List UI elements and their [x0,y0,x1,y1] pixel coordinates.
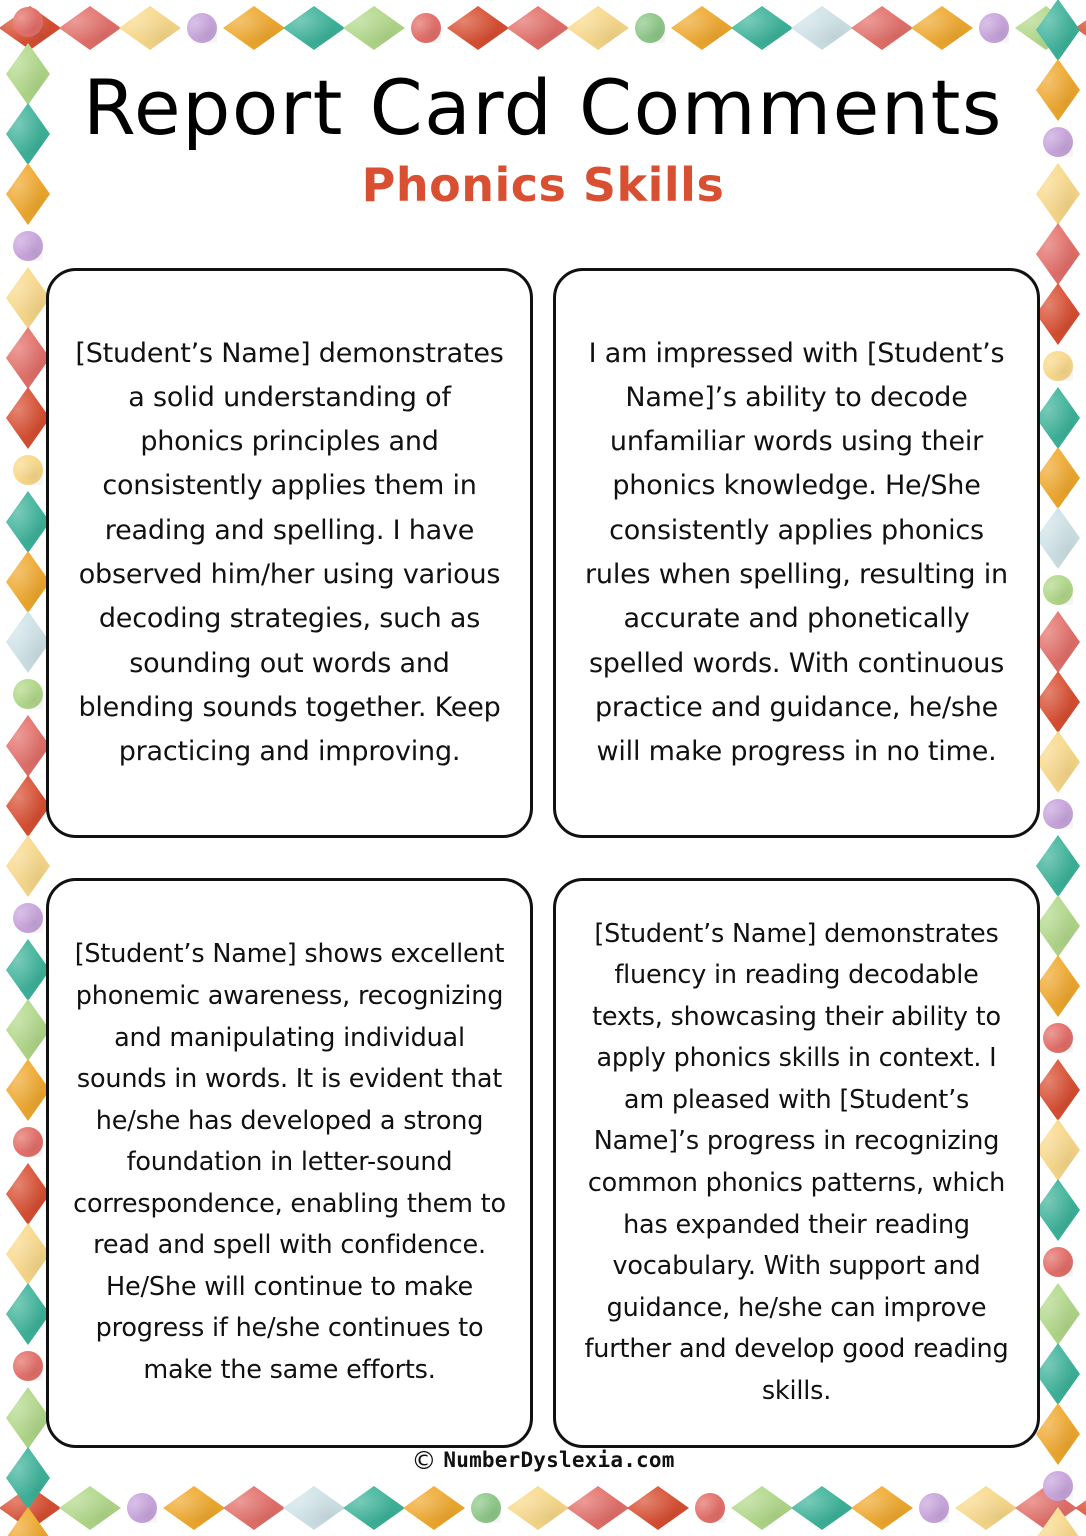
border-diamond-icon [6,999,50,1061]
comment-card[interactable] [46,878,533,1448]
border-diamond-icon [955,1486,1017,1530]
border-diamond-icon [343,6,405,50]
border-diamond-icon [1036,1343,1080,1405]
border-diamond-icon [1036,283,1080,345]
border-diamond-icon [6,1507,50,1536]
border-diamond-icon [6,715,50,777]
border-diamond-icon [1036,387,1080,449]
border-diamond-icon [283,6,345,50]
border-circle-icon [13,7,43,37]
border-diamond-icon [627,1486,689,1530]
border-circle-icon [1043,799,1073,829]
border-diamond-icon [6,103,50,165]
border-diamond-icon [6,835,50,897]
border-diamond-icon [851,1486,913,1530]
border-diamond-icon [223,1486,285,1530]
border-diamond-icon [1036,223,1080,285]
border-diamond-icon [1036,163,1080,225]
border-diamond-icon [59,1486,121,1530]
border-diamond-icon [1036,59,1080,121]
border-diamond-icon [507,1486,569,1530]
border-circle-icon [919,1493,949,1523]
border-diamond-icon [6,267,50,329]
border-diamond-icon [6,387,50,449]
decorative-border-bottom [0,1480,1086,1536]
comment-card[interactable] [553,268,1040,838]
border-circle-icon [13,1127,43,1157]
border-diamond-icon [6,1223,50,1285]
border-diamond-icon [6,551,50,613]
border-diamond-icon [447,6,509,50]
border-circle-icon [979,13,1009,43]
border-circle-icon [1043,1023,1073,1053]
comment-card-text: [Student’s Name] demonstrates a solid understanding of phonics principles and consistently applies them in reading and spelling. I have observed him/her using various decoding strategies, such as sounding out words and blending sounds together. Keep practicing and improving. [75,337,504,768]
border-circle-icon [1043,1247,1073,1277]
border-diamond-icon [671,6,733,50]
border-diamond-icon [1036,1119,1080,1181]
footer [0,1440,1086,1480]
border-diamond-icon [6,775,50,837]
comment-card-text: [Student’s Name] demonstrates fluency in reading decodable texts, showcasing their ability to apply phonics skills in context. I am pleased with [Student’s Name]’s progress in recognizing common phonics patterns, which has expanded their reading vocabulary. With support and guidance, he/she can improve further and develop good reading skills. [584,918,1009,1406]
comment-card[interactable] [553,878,1040,1448]
decorative-border-top [0,0,1086,56]
border-diamond-icon [1036,955,1080,1017]
border-diamond-icon [791,6,853,50]
border-circle-icon [411,13,441,43]
border-diamond-icon [851,6,913,50]
border-diamond-icon [6,1059,50,1121]
page-header [56,63,1030,212]
border-circle-icon [13,903,43,933]
border-diamond-icon [163,1486,225,1530]
border-diamond-icon [1036,731,1080,793]
border-diamond-icon [1036,671,1080,733]
border-circle-icon [1043,351,1073,381]
border-diamond-icon [567,6,629,50]
page-title: Report Card Comments [83,63,1003,152]
border-diamond-icon [59,6,121,50]
border-circle-icon [695,1493,725,1523]
border-diamond-icon [731,6,793,50]
border-diamond-icon [283,1486,345,1530]
border-diamond-icon [1036,1179,1080,1241]
border-diamond-icon [1036,0,1080,61]
border-diamond-icon [1036,835,1080,897]
copyright-icon: © [411,1445,437,1475]
border-circle-icon [13,231,43,261]
border-diamond-icon [6,491,50,553]
border-circle-icon [127,1493,157,1523]
footer-site-name: NumberDyslexia.com [443,1448,675,1472]
border-diamond-icon [1036,895,1080,957]
border-circle-icon [1043,127,1073,157]
border-circle-icon [471,1493,501,1523]
border-diamond-icon [1036,1507,1080,1536]
border-diamond-icon [6,1283,50,1345]
border-diamond-icon [403,1486,465,1530]
border-circle-icon [635,13,665,43]
border-circle-icon [13,679,43,709]
comment-cards-grid [46,268,1040,1448]
border-diamond-icon [6,611,50,673]
border-diamond-icon [1036,447,1080,509]
border-circle-icon [187,13,217,43]
border-diamond-icon [1036,611,1080,673]
border-diamond-icon [1036,1283,1080,1345]
border-diamond-icon [1036,507,1080,569]
border-diamond-icon [6,939,50,1001]
border-diamond-icon [507,6,569,50]
border-diamond-icon [731,1486,793,1530]
page-subtitle: Phonics Skills [361,157,725,212]
border-circle-icon [13,455,43,485]
border-diamond-icon [791,1486,853,1530]
border-diamond-icon [567,1486,629,1530]
border-diamond-icon [1036,1059,1080,1121]
border-diamond-icon [223,6,285,50]
comment-card-text: I am impressed with [Student’s Name]’s ability to decode unfamiliar words using their phonics knowledge. He/She consistently applies phonics rules when spelling, resulting in accurate and phonetically spelled words. With continuous practice and guidance, he/she will make progress in no time. [585,337,1008,768]
border-diamond-icon [6,43,50,105]
border-diamond-icon [6,1163,50,1225]
border-diamond-icon [343,1486,405,1530]
border-diamond-icon [119,6,181,50]
border-diamond-icon [911,6,973,50]
comment-card-text: [Student’s Name] shows excellent phonemic awareness, recognizing and manipulating individual sounds in words. It is evident that he/she has developed a strong foundation in letter-sound correspondence, enabling them to read and spell with confidence. He/She will continue to make progress if he/she continues to make the same efforts. [73,939,506,1386]
border-diamond-icon [6,163,50,225]
border-diamond-icon [6,327,50,389]
border-circle-icon [13,1351,43,1381]
border-circle-icon [1043,575,1073,605]
comment-card[interactable] [46,268,533,838]
